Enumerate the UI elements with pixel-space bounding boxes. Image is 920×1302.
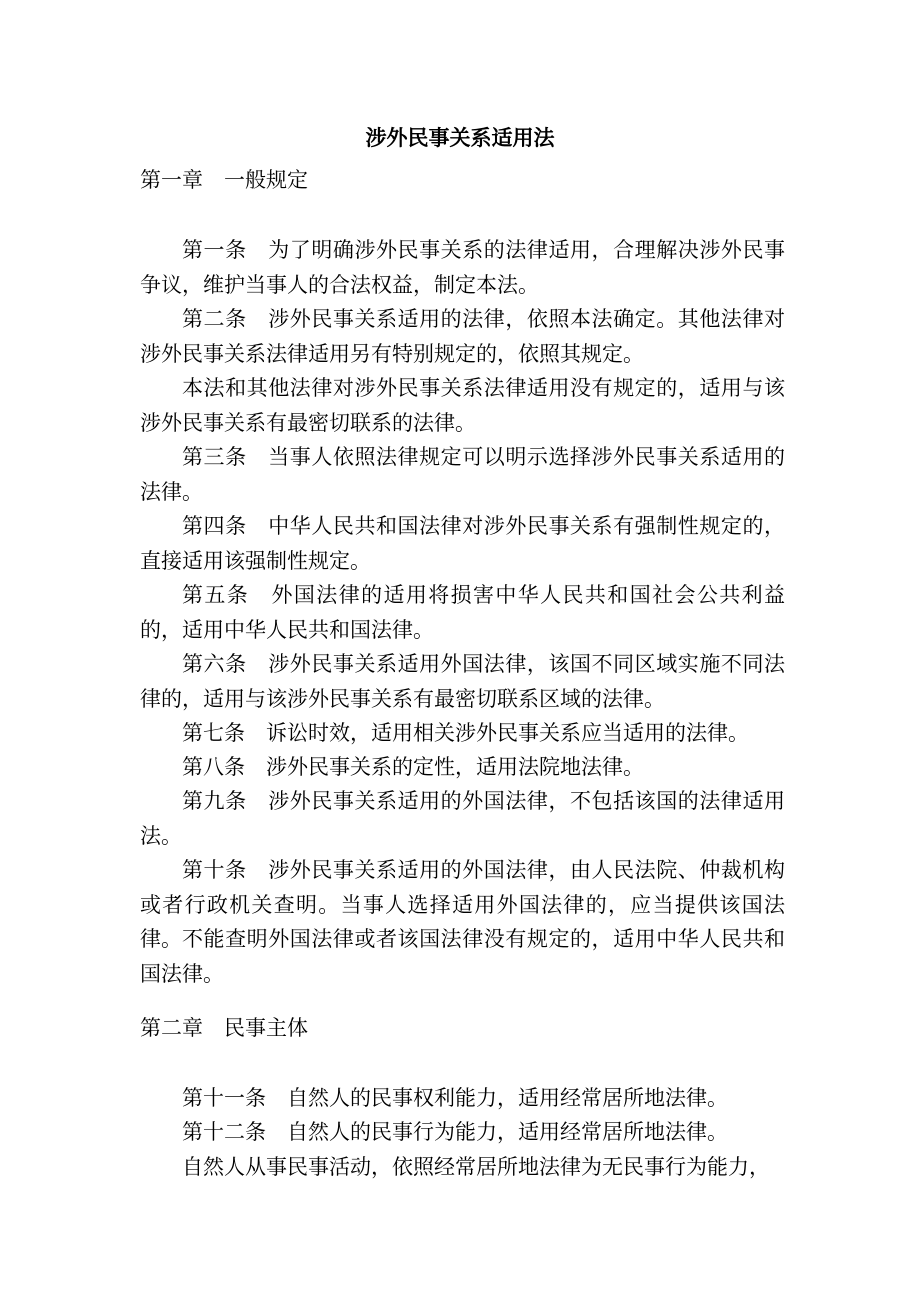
- article-paragraph: 第六条 涉外民事关系适用外国法律，该国不同区域实施不同法律的，适用与该涉外民事关系有最密切联系区域的法律。: [140, 652, 785, 711]
- article-paragraph: 自然人从事民事活动，依照经常居所地法律为无民事行为能力，: [182, 1155, 770, 1179]
- article-paragraph: 第九条 涉外民事关系适用的外国法律，不包括该国的法律适用法。: [140, 789, 785, 848]
- article-paragraph: 第二条 涉外民事关系适用的法律，依照本法确定。其他法律对涉外民事关系法律适用另有特别规定的，依照其规定。: [140, 307, 785, 366]
- article-paragraph: 第三条 当事人依照法律规定可以明示选择涉外民事关系适用的法律。: [140, 445, 785, 504]
- article-paragraph: 第十二条 自然人的民事行为能力，适用经常居所地法律。: [182, 1120, 728, 1144]
- article-paragraph: 第八条 涉外民事关系的定性，适用法院地法律。: [182, 755, 644, 779]
- chapter-heading: 第二章 民事主体: [140, 1016, 308, 1040]
- article-paragraph: 本法和其他法律对涉外民事关系法律适用没有规定的，适用与该涉外民事关系有最密切联系的法律。: [140, 376, 785, 435]
- article-paragraph: 第七条 诉讼时效，适用相关涉外民事关系应当适用的法律。: [182, 721, 749, 745]
- article-paragraph: 第十一条 自然人的民事权利能力，适用经常居所地法律。: [182, 1086, 728, 1110]
- chapter-heading: 第一章 一般规定: [140, 168, 308, 192]
- article-paragraph: 不能查明外国法律或者该国法律没有规定的，适用中华人民共和国法律。: [140, 927, 785, 986]
- document-title: 涉外民事关系适用法: [365, 125, 555, 150]
- article-paragraph: 第四条 中华人民共和国法律对涉外民事关系有强制性规定的，直接适用该强制性规定。: [140, 514, 785, 573]
- article-paragraph: 第十条 涉外民事关系适用的外国法律，由人民法院、仲裁机构或者行政机关查明。当事人选择适用外国法律的，应当提供该国法律。: [140, 858, 785, 952]
- article-paragraph: 第一条 为了明确涉外民事关系的法律适用，合理解决涉外民事争议，维护当事人的合法权益，制定本法。: [140, 238, 785, 297]
- article-paragraph: 第五条 外国法律的适用将损害中华人民共和国社会公共利益的，适用中华人民共和国法律。: [140, 583, 785, 642]
